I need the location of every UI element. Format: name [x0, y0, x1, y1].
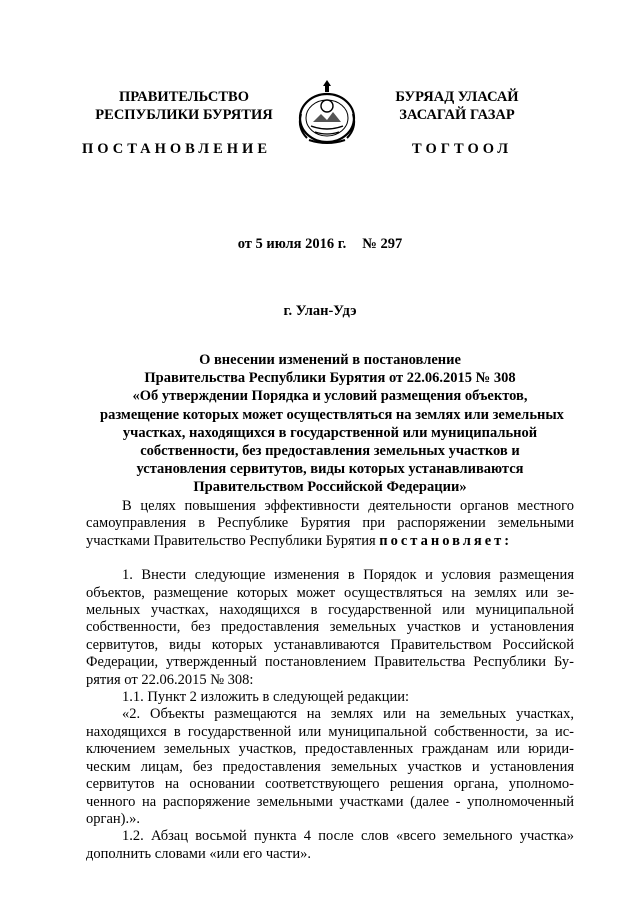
preamble-last-text: участками Правительство Республики Бурятия — [86, 532, 380, 549]
quote-line: орган).». — [86, 810, 140, 827]
quote-line: «2. Объекты размещаются на землях или на земельных участках, — [122, 706, 574, 723]
item-1-2-line: дополнить словами «или его части». — [86, 845, 312, 862]
title-line: «Об утверждении Порядка и условий размещения объектов, — [132, 388, 528, 405]
preamble-line: самоуправления в Республике Бурятия при распоряжении земельными — [86, 515, 574, 532]
title-line: размещение которых может осуществляться на землях или земельных — [100, 406, 564, 423]
doc-type-buryat: ТОГТООЛ — [412, 141, 513, 157]
item-1-line: рятия от 22.06.2015 № 308: — [86, 671, 254, 688]
item-1-line: Федерации, утвержденный постановлением Правительства Республики Бу- — [86, 654, 574, 671]
title-line: Правительством Российской Федерации» — [193, 479, 467, 496]
header-right-line-2: ЗАСАГАЙ ГАЗАР — [399, 107, 515, 123]
item-1-line: мельных участках, находящихся в государственной или муниципальной — [86, 602, 574, 619]
city: г. Улан-Удэ — [283, 303, 357, 319]
item-1-line: 1. Внести следующие изменения в Порядок и условия размещения — [122, 567, 574, 584]
preamble-line — [86, 533, 574, 550]
title-line: О внесении изменений в постановление — [199, 352, 461, 368]
quote-line: находящихся в государственной или муниципальной собственности, за ис- — [86, 723, 574, 740]
preamble-line: В целях повышения эффективности деятельности органов местного — [122, 498, 574, 514]
document-date: от 5 июля 2016 г. — [237, 236, 347, 252]
title-line: Правительства Республики Бурятия от 22.06.2015 № 308 — [144, 370, 516, 387]
item-1-line: сервитутов, виды которых устанавливаются Правительством Российской — [86, 636, 574, 653]
quote-line: ческим лицам, без предоставления земельных участков и установления — [86, 758, 574, 775]
quote-line: ченного на распоряжение земельными участками (далее - уполномоченный — [86, 793, 574, 810]
item-1-1: 1.1. Пункт 2 изложить в следующей редакции: — [122, 689, 410, 706]
header-left — [94, 88, 274, 124]
doc-type-russian: ПОСТАНОВЛЕНИЕ — [82, 141, 272, 157]
item-1-1-quote — [86, 706, 574, 828]
resolves-word: постановляет: — [379, 532, 513, 549]
republic-coat-of-arms-icon — [295, 78, 359, 146]
title-line: участках, находящихся в государственной или муниципальной — [122, 424, 538, 441]
header-left-line-2: РЕСПУБЛИКИ БУРЯТИЯ — [95, 107, 273, 123]
document-body — [86, 498, 574, 863]
item-1-2 — [86, 828, 574, 863]
header-right-line-1: БУРЯАД УЛАСАЙ — [395, 89, 519, 105]
date-number-line — [0, 236, 640, 253]
item-1 — [86, 567, 574, 689]
item-1-line: объектов, размещение которых может осуществляться на землях или зе- — [86, 584, 574, 601]
title-line: собственности, без предоставления земельных участков и — [140, 443, 520, 460]
preamble — [86, 498, 574, 550]
item-1-2-line: 1.2. Абзац восьмой пункта 4 после слов «всего земельного участка» — [122, 828, 574, 845]
title-line: установления сервитутов, виды которых устанавливаются — [136, 461, 524, 478]
document-title — [100, 351, 564, 497]
header-left-line-1: ПРАВИТЕЛЬСТВО — [119, 89, 249, 105]
document-number: № 297 — [362, 236, 403, 252]
quote-line: ключением земельных участков, предоставленных гражданам или юриди- — [86, 741, 574, 758]
item-1-line: собственности, без предоставления земельных участков и установления — [86, 619, 574, 636]
header-right — [372, 88, 542, 124]
quote-line: сервитутов на основании соответствующего решения органа, уполномо- — [86, 776, 574, 793]
